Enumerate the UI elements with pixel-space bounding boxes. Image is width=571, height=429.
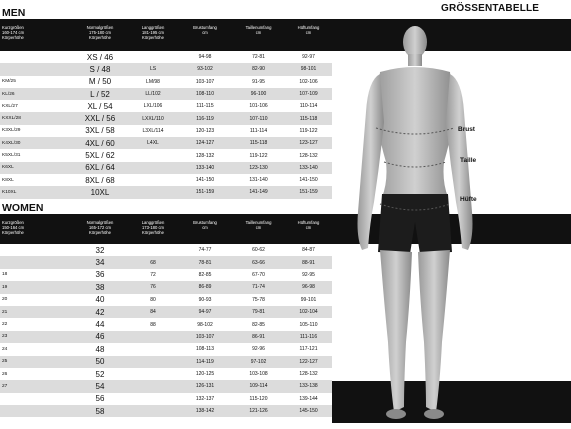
men-cell: XXL / 56 [72,112,128,124]
women-cell: 88 [128,318,178,330]
women-table-row [0,343,332,355]
men-cell [0,63,72,75]
men-cell: 119-122 [232,149,285,161]
women-cell: 40 [72,294,128,306]
women-table-row [0,331,332,343]
men-cell: K8XL [0,174,72,186]
men-cell: 111-115 [178,100,232,112]
women-cell: 102-104 [285,306,332,318]
men-table-row [0,88,332,100]
men-cell: M / 50 [72,76,128,88]
women-cell [128,356,178,368]
men-cell: KM/25 [0,76,72,88]
men-cell: 128-132 [285,149,332,161]
men-cell: K3XL/29 [0,125,72,137]
men-cell: 4XL / 60 [72,137,128,149]
women-cell: 111-116 [285,331,332,343]
women-table-row [0,244,332,256]
men-cell: 6XL / 64 [72,162,128,174]
men-cell: 111-114 [232,125,285,137]
women-table-row [0,368,332,380]
men-cell: 151-159 [285,186,332,198]
women-header-col-0: Kurzgrößen 150-164 cm Körperhöhe [2,220,25,235]
men-cell: 131-140 [232,174,285,186]
women-table-row [0,405,332,417]
women-cell: 145-150 [285,405,332,417]
men-cell: K10XL [0,186,72,198]
men-cell: XS / 46 [72,51,128,63]
men-cell: 108-110 [178,88,232,100]
women-cell: 18 [0,269,72,281]
women-cell: 133-138 [285,380,332,392]
men-cell: 123-130 [232,162,285,174]
women-cell: 103-107 [178,331,232,343]
men-cell: 128-132 [178,149,232,161]
women-cell: 42 [72,306,128,318]
men-table-row [0,76,332,88]
men-header-col-5: Hüftumfang cm [297,25,320,35]
men-table-row [0,112,332,124]
women-cell: 92-96 [232,343,285,355]
women-table-row [0,294,332,306]
men-cell: 133-140 [285,162,332,174]
women-cell: 121-126 [232,405,285,417]
men-header-col-3: Brustumfang cm [193,25,217,35]
men-cell: 141-150 [178,174,232,186]
men-cell: 115-118 [285,112,332,124]
men-header-col-1: Normalgrößen 175-180 cm Körperhöhe [86,25,114,40]
women-cell: 80 [128,294,178,306]
women-header-col-3: Brustumfang cm [193,220,217,230]
women-cell: 24 [0,343,72,355]
women-cell: 117-121 [285,343,332,355]
women-table-row [0,306,332,318]
women-cell: 126-131 [178,380,232,392]
men-cell: 91-95 [232,76,285,88]
men-cell: L4XL [128,137,178,149]
figure-left-foot [386,409,406,419]
women-cell: 32 [72,244,128,256]
women-cell: 72 [128,269,178,281]
women-cell: 71-74 [232,281,285,293]
men-cell [128,51,178,63]
women-table-row [0,281,332,293]
men-cell: 93-102 [178,63,232,75]
women-cell: 99-101 [285,294,332,306]
figure-left-leg [380,250,412,412]
men-cell: KL/26 [0,88,72,100]
men-cell: 107-109 [285,88,332,100]
women-cell: 105-110 [285,318,332,330]
women-cell: 76 [128,281,178,293]
chest-label: Brust [458,126,475,133]
women-cell [128,405,178,417]
men-cell: XL / 54 [72,100,128,112]
women-table-row [0,256,332,268]
women-cell: 20 [0,294,72,306]
women-cell [0,244,72,256]
women-table-row [0,356,332,368]
women-cell [0,405,72,417]
women-cell: 84-87 [285,244,332,256]
men-header-col-4: Taillenumfang cm [245,25,272,35]
men-cell: 120-123 [178,125,232,137]
men-cell: 123-127 [285,137,332,149]
figure-neck [408,54,422,66]
men-header-col-2: Langgrößen 181-195 cm Körperhöhe [141,25,165,40]
women-cell: 23 [0,331,72,343]
women-cell: 74-77 [178,244,232,256]
women-cell: 84 [128,306,178,318]
men-cell: K5XL/31 [0,149,72,161]
men-cell: 101-106 [232,100,285,112]
women-cell [128,331,178,343]
men-table-row [0,51,332,63]
women-cell [128,368,178,380]
women-cell: 46 [72,331,128,343]
men-cell [128,162,178,174]
women-cell: 90-93 [178,294,232,306]
women-cell: 63-66 [232,256,285,268]
hip-label: Hüfte [460,196,477,203]
women-table-row [0,393,332,405]
women-cell: 50 [72,356,128,368]
men-cell: 133-140 [178,162,232,174]
women-section-title: WOMEN [2,202,44,214]
men-cell [128,186,178,198]
men-table-row [0,100,332,112]
women-cell: 115-120 [232,393,285,405]
men-cell [128,149,178,161]
women-cell [128,343,178,355]
women-cell: 48 [72,343,128,355]
men-cell: 92-97 [285,51,332,63]
men-cell: 124-127 [178,137,232,149]
men-table-row [0,63,332,75]
men-table-row [0,162,332,174]
women-cell: 52 [72,368,128,380]
women-cell: 27 [0,380,72,392]
body-figure [340,22,490,427]
women-cell: 128-132 [285,368,332,380]
men-cell: LS [128,63,178,75]
men-cell: KXXL/28 [0,112,72,124]
women-cell: 56 [72,393,128,405]
women-cell: 97-102 [232,356,285,368]
women-cell [0,256,72,268]
women-cell: 132-137 [178,393,232,405]
men-cell: 94-98 [178,51,232,63]
women-cell: 34 [72,256,128,268]
men-table-row [0,125,332,137]
women-cell: 75-78 [232,294,285,306]
men-cell: 10XL [72,186,128,198]
women-cell: 22 [0,318,72,330]
women-header-col-5: Hüftumfang cm [297,220,320,230]
men-cell [0,51,72,63]
women-table-row [0,380,332,392]
men-cell: 115-118 [232,137,285,149]
women-cell: 108-113 [178,343,232,355]
women-header-col-4: Taillenumfang cm [245,220,272,230]
men-cell: L3XL/114 [128,125,178,137]
men-section-title: MEN [2,7,26,19]
women-cell: 109-114 [232,380,285,392]
men-table-row [0,174,332,186]
men-cell: 8XL / 68 [72,174,128,186]
women-cell: 86-91 [232,331,285,343]
women-cell: 120-125 [178,368,232,380]
men-cell: 141-149 [232,186,285,198]
women-cell: 25 [0,356,72,368]
women-cell: 38 [72,281,128,293]
figure-torso [376,67,454,197]
women-cell [128,380,178,392]
waist-label: Taille [460,157,477,164]
women-cell: 96-98 [285,281,332,293]
men-cell: K6XL [0,162,72,174]
women-cell: 82-85 [178,269,232,281]
men-table-row [0,186,332,198]
figure-right-foot [424,409,444,419]
women-cell: 86-89 [178,281,232,293]
men-cell: 96-100 [232,88,285,100]
women-cell: 19 [0,281,72,293]
women-cell: 36 [72,269,128,281]
women-header-col-2: Langgrößen 173-180 cm Körperhöhe [141,220,165,235]
women-cell: 98-102 [178,318,232,330]
men-cell: LL/102 [128,88,178,100]
women-cell [128,393,178,405]
women-cell [0,393,72,405]
men-cell: S / 48 [72,63,128,75]
women-cell: 138-142 [178,405,232,417]
women-size-table [0,244,332,417]
men-cell: 141-150 [285,174,332,186]
women-cell: 139-144 [285,393,332,405]
men-cell: 107-110 [232,112,285,124]
women-cell: 122-127 [285,356,332,368]
women-cell: 82-85 [232,318,285,330]
figure-shorts [378,194,452,254]
women-cell: 78-81 [178,256,232,268]
women-header-col-1: Normalgrößen 165-172 cm Körperhöhe [86,220,114,235]
women-cell [128,244,178,256]
women-cell: 21 [0,306,72,318]
women-cell: 88-91 [285,256,332,268]
men-cell: 82-90 [232,63,285,75]
men-cell: 110-114 [285,100,332,112]
men-header-col-0: Kurzgrößen 160-174 cm Körperhöhe [2,25,25,40]
men-cell: 151-159 [178,186,232,198]
men-table-row [0,149,332,161]
women-cell: 94-97 [178,306,232,318]
men-cell [128,174,178,186]
women-cell: 54 [72,380,128,392]
women-cell: 58 [72,405,128,417]
men-table-row [0,137,332,149]
women-cell: 79-81 [232,306,285,318]
women-cell: 68 [128,256,178,268]
figure-head [403,26,427,58]
women-cell: 92-95 [285,269,332,281]
men-cell: K4XL/30 [0,137,72,149]
women-cell: 67-70 [232,269,285,281]
figure-right-leg [418,250,450,412]
women-cell: 103-108 [232,368,285,380]
men-cell: KXL/27 [0,100,72,112]
page-title: GRÖSSENTABELLE [441,3,540,14]
men-cell: LM/98 [128,76,178,88]
women-table-row [0,318,332,330]
men-cell: L / 52 [72,88,128,100]
men-cell: 98-101 [285,63,332,75]
men-cell: 116-119 [178,112,232,124]
women-cell: 60-62 [232,244,285,256]
men-cell: LXL/106 [128,100,178,112]
men-cell: 72-81 [232,51,285,63]
women-cell: 26 [0,368,72,380]
men-cell: 119-122 [285,125,332,137]
women-cell: 44 [72,318,128,330]
men-size-table [0,51,332,199]
men-cell: 103-107 [178,76,232,88]
men-cell: 5XL / 62 [72,149,128,161]
women-cell: 114-119 [178,356,232,368]
women-table-row [0,269,332,281]
men-cell: 102-106 [285,76,332,88]
men-cell: LXXL/110 [128,112,178,124]
men-cell: 3XL / 58 [72,125,128,137]
